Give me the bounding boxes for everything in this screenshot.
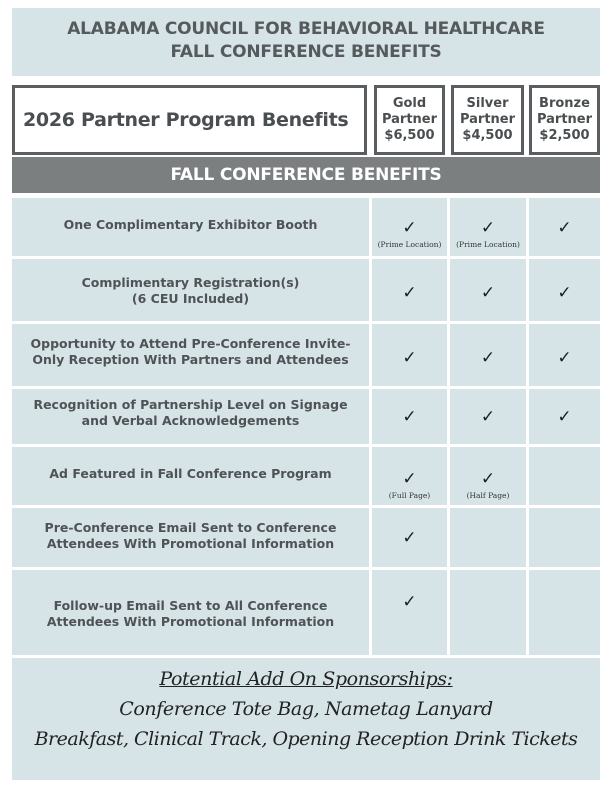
check-icon: ✓ <box>480 407 496 427</box>
gold-cell <box>372 389 447 444</box>
benefit-label-line: Recognition of Partnership Level on Signage <box>33 397 348 412</box>
gold-note: (Prime Location) <box>377 240 442 249</box>
tier-price: $6,500 <box>384 128 435 143</box>
gold-cell <box>372 198 447 256</box>
section-title: FALL CONFERENCE BENEFITS <box>12 157 600 193</box>
benefit-label-line: Follow-up Email Sent to All Conference <box>53 598 328 613</box>
silver-note: (Half Page) <box>466 491 510 500</box>
check-icon: ✓ <box>402 528 417 548</box>
benefit-label-line: (6 CEU Included) <box>131 291 250 306</box>
check-icon: ✓ <box>402 218 417 238</box>
tier-name: Gold <box>392 96 427 111</box>
benefit-label-line: Attendees With Promotional Information <box>46 614 335 629</box>
bronze-cell <box>529 570 600 655</box>
check-icon: ✓ <box>480 218 496 238</box>
benefit-label <box>12 447 369 505</box>
tier-name: Silver <box>466 96 509 111</box>
check-icon: ✓ <box>480 469 496 489</box>
bronze-cell <box>529 198 600 256</box>
gold-cell <box>372 447 447 505</box>
check-icon: ✓ <box>557 407 572 427</box>
silver-cell <box>450 508 526 567</box>
benefit-row <box>12 447 600 505</box>
benefit-label <box>12 508 369 567</box>
tier-label: Partner <box>381 112 438 127</box>
tier-name: Bronze <box>539 96 590 111</box>
benefit-row <box>12 570 600 655</box>
benefit-label-line: One Complimentary Exhibitor Booth <box>63 217 318 232</box>
check-icon: ✓ <box>402 469 417 489</box>
check-icon: ✓ <box>557 348 572 368</box>
benefit-row <box>12 259 600 321</box>
tier-label: Partner <box>459 112 516 127</box>
tier-price: $4,500 <box>462 128 513 143</box>
bronze-cell <box>529 508 600 567</box>
benefit-label-line: Pre-Conference Email Sent to Conference <box>44 520 337 535</box>
check-icon: ✓ <box>557 218 572 238</box>
bronze-cell <box>529 259 600 321</box>
benefit-row <box>12 508 600 567</box>
benefit-label-line: and Verbal Acknowledgements <box>81 413 300 428</box>
benefit-row <box>12 198 600 256</box>
gold-cell <box>372 324 447 386</box>
benefit-label <box>12 570 369 655</box>
bronze-cell <box>529 324 600 386</box>
bronze-cell <box>529 447 600 505</box>
addon-line: Breakfast, Clinical Track, Opening Reception Drink Tickets <box>34 728 578 750</box>
benefit-label-line: Only Reception With Partners and Attendees <box>32 352 349 367</box>
benefit-label <box>12 198 369 256</box>
check-icon: ✓ <box>557 283 572 303</box>
addon-heading: Potential Add On Sponsorships: <box>159 668 453 690</box>
tier-price: $2,500 <box>539 128 590 143</box>
benefit-label-line: Complimentary Registration(s) <box>81 275 300 290</box>
addon-sponsorships <box>12 658 600 780</box>
bronze-cell <box>529 389 600 444</box>
tier-header-bronze <box>529 85 600 155</box>
check-icon: ✓ <box>480 348 496 368</box>
tier-label: Partner <box>536 112 593 127</box>
check-icon: ✓ <box>480 283 496 303</box>
program-title: 2026 Partner Program Benefits <box>12 85 367 155</box>
addon-line: Conference Tote Bag, Nametag Lanyard <box>119 698 493 720</box>
silver-cell <box>450 324 526 386</box>
benefit-label <box>12 389 369 444</box>
header-org-title: ALABAMA COUNCIL FOR BEHAVIORAL HEALTHCARE <box>67 19 545 39</box>
benefit-label <box>12 324 369 386</box>
tier-header-gold <box>374 85 445 155</box>
gold-cell <box>372 259 447 321</box>
silver-cell <box>450 389 526 444</box>
silver-cell <box>450 259 526 321</box>
benefit-label-line: Attendees With Promotional Information <box>46 536 335 551</box>
benefit-label-line: Opportunity to Attend Pre-Conference Invite- <box>30 336 351 351</box>
tier-header-silver <box>451 85 524 155</box>
silver-note: (Prime Location) <box>456 240 520 249</box>
gold-note: (Full Page) <box>388 491 431 500</box>
benefit-row <box>12 389 600 444</box>
document-header <box>12 8 600 76</box>
silver-cell <box>450 570 526 655</box>
gold-cell <box>372 508 447 567</box>
silver-cell <box>450 198 526 256</box>
gold-cell <box>372 570 447 655</box>
check-icon: ✓ <box>402 348 417 368</box>
benefit-label <box>12 259 369 321</box>
silver-cell <box>450 447 526 505</box>
check-icon: ✓ <box>402 592 417 612</box>
benefit-label-line: Ad Featured in Fall Conference Program <box>49 466 332 481</box>
header-subtitle: FALL CONFERENCE BENEFITS <box>170 42 442 62</box>
check-icon: ✓ <box>402 407 417 427</box>
check-icon: ✓ <box>402 283 417 303</box>
benefit-row <box>12 324 600 386</box>
